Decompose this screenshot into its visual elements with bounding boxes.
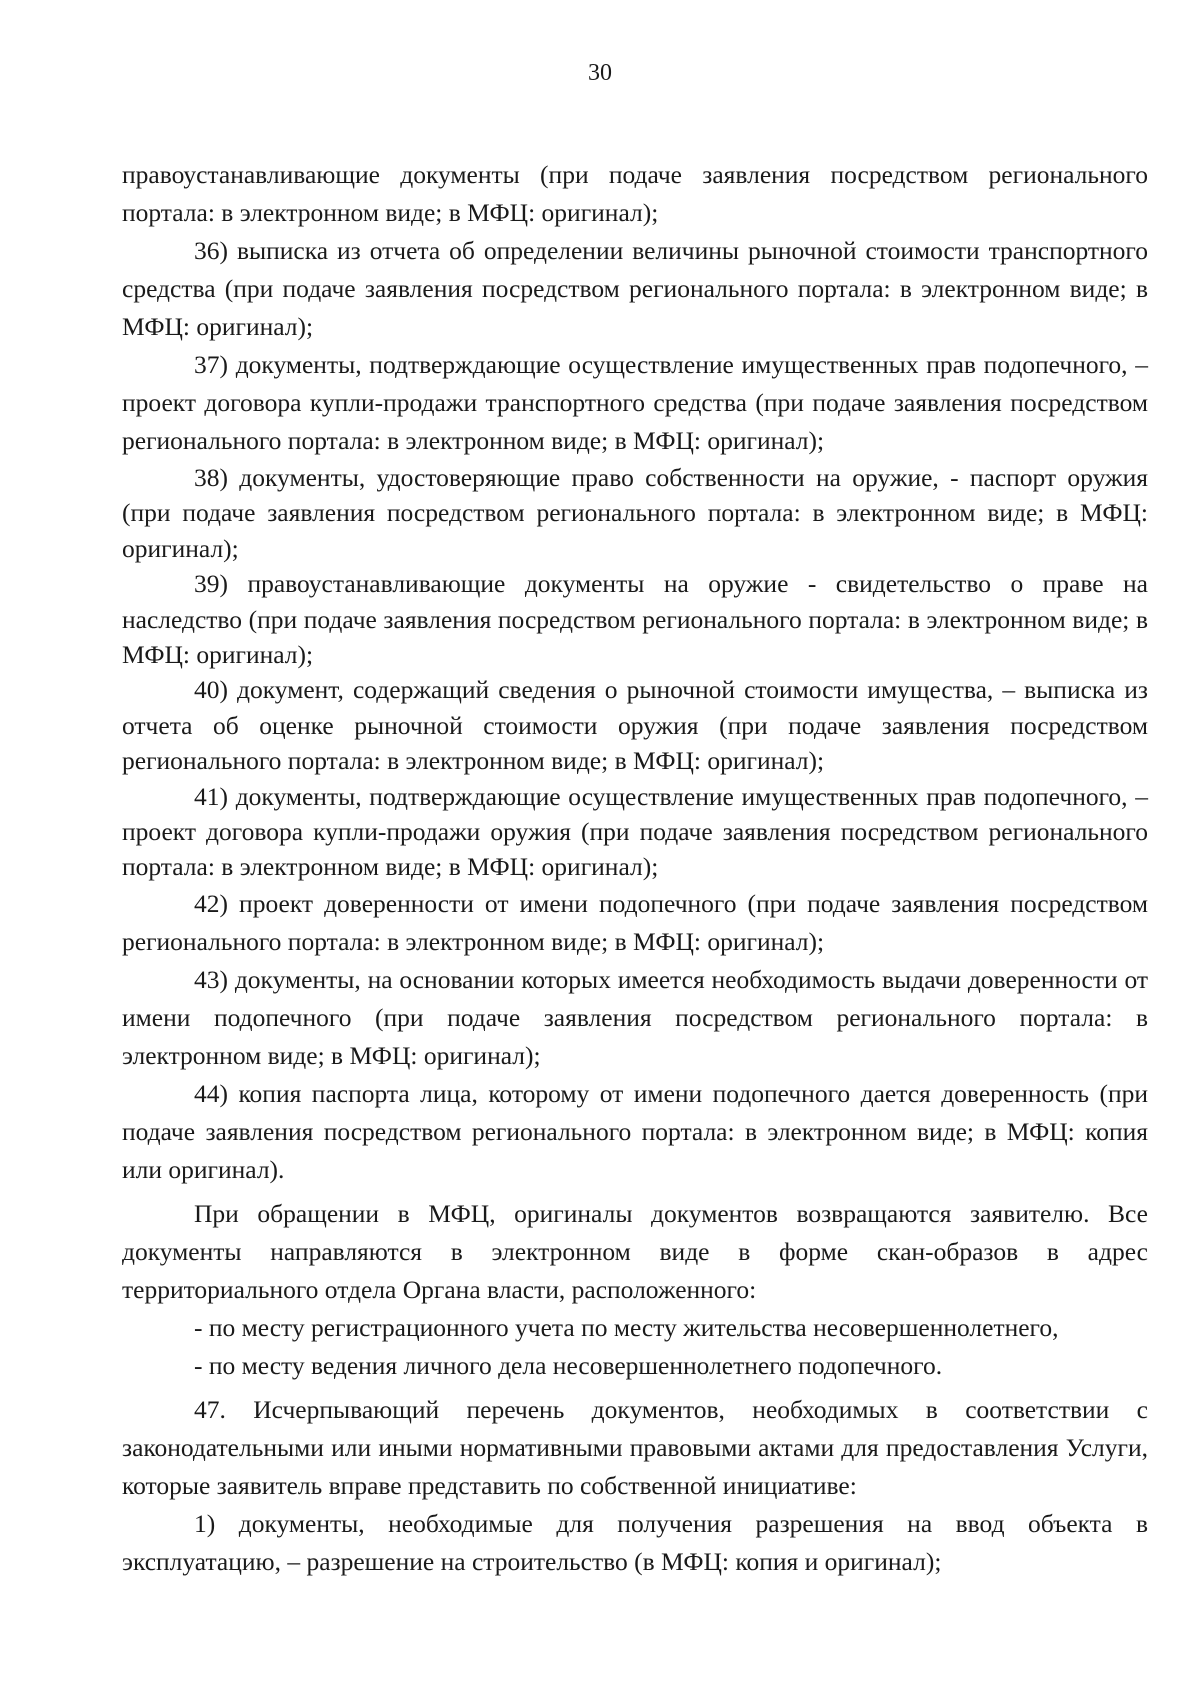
page-number: 30 (588, 60, 612, 86)
list-item-43: 43) документы, на основании которых имеется необходимость выдачи доверенности от имени подопечного (при подаче заявления посредством регионального портала: в электронном виде; в МФЦ: оригинал); (122, 964, 1148, 1070)
list-item-37: 37) документы, подтверждающие осуществление имущественных прав подопечного, – проект договора купли-продажи транспортного средства (при подаче заявления посредством регионального портала: в электронном виде; в МФЦ: оригинал); (122, 350, 1148, 455)
paragraph-mfc: При обращении в МФЦ, оригиналы документов возвращаются заявителю. Все документы направляются в электронном виде в форме скан-образов в адрес территориального отдела Органа власти, расположенного: (122, 1198, 1148, 1304)
dash-item-registration: - по месту регистрационного учета по месту жительства несовершеннолетнего, (194, 1312, 1059, 1342)
list-item-38: 38) документы, удостоверяющие право собственности на оружие, - паспорт оружия (при подаче заявления посредством регионального портала: в электронном виде; в МФЦ: оригинал); (122, 463, 1148, 563)
list-item-39: 39) правоустанавливающие документы на оружие - свидетельство о праве на наследство (при подаче заявления посредством регионального портала: в электронном виде; в МФЦ: оригинал); (122, 569, 1148, 670)
section-47: 47. Исчерпывающий перечень документов, необходимых в соответствии с законодательными или иными нормативными правовыми актами для предоставления Услуги, которые заявитель вправе представить по собственной инициативе: (122, 1394, 1148, 1500)
list-item-44: 44) копия паспорта лица, которому от имени подопечного дается доверенность (при подаче заявления посредством регионального портала: в электронном виде; в МФЦ: копия или оригинал). (122, 1078, 1148, 1184)
list-item-1: 1) документы, необходимые для получения разрешения на ввод объекта в эксплуатацию, – разрешение на строительство (в МФЦ: копия и оригинал); (122, 1508, 1148, 1576)
document-body (122, 156, 1148, 1581)
list-item-40: 40) документ, содержащий сведения о рыночной стоимости имущества, – выписка из отчета об оценке рыночной стоимости оружия (при подаче заявления посредством регионального портала: в электронном виде; в МФЦ: оригинал); (122, 675, 1148, 776)
paragraph-continuation: правоустанавливающие документы (при подаче заявления посредством регионального портала: в электронном виде; в МФЦ: оригинал); (122, 160, 1148, 227)
dash-item-personal-file: - по месту ведения личного дела несовершеннолетнего подопечного. (194, 1350, 943, 1380)
list-item-41: 41) документы, подтверждающие осуществление имущественных прав подопечного, – проект договора купли-продажи оружия (при подаче заявления посредством регионального портала: в электронном виде; в МФЦ: оригинал); (122, 781, 1148, 882)
list-item-36: 36) выписка из отчета об определении величины рыночной стоимости транспортного средства (при подаче заявления посредством регионального портала: в электронном виде; в МФЦ: оригинал); (122, 236, 1148, 341)
list-item-42: 42) проект доверенности от имени подопечного (при подаче заявления посредством регионального портала: в электронном виде; в МФЦ: оригинал); (122, 888, 1148, 956)
